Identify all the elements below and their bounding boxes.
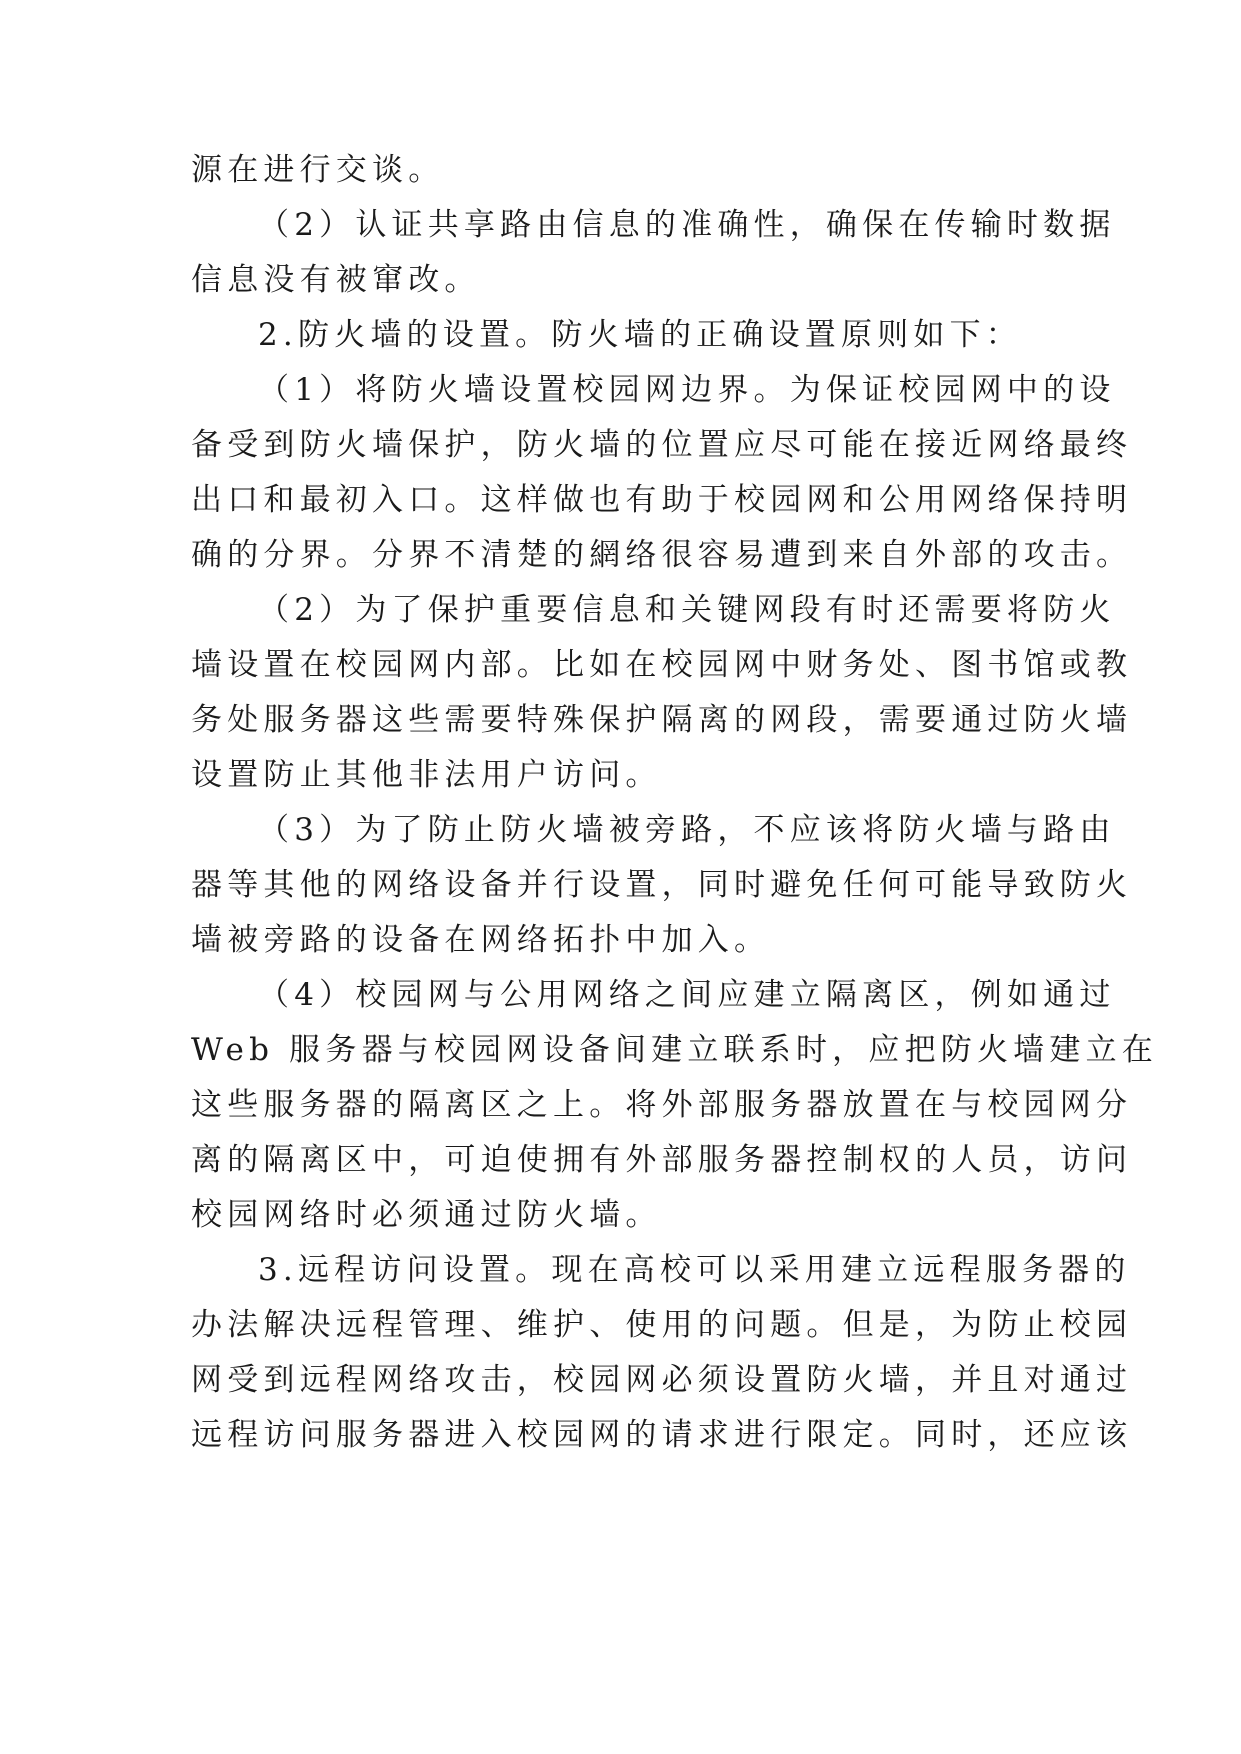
text-line: （1）将防火墙设置校园网边界。为保证校园网中的设 bbox=[258, 372, 1116, 408]
text-line: 信息没有被窜改。 bbox=[191, 262, 481, 298]
text-line: （2）为了保护重要信息和关键网段有时还需要将防火 bbox=[258, 592, 1116, 628]
text-line: 离的隔离区中，可迫使拥有外部服务器控制权的人员，访问 bbox=[191, 1142, 1133, 1178]
text-line: 务处服务器这些需要特殊保护隔离的网段，需要通过防火墙 bbox=[191, 702, 1133, 738]
text-line: （3）为了防止防火墙被旁路，不应该将防火墙与路由 bbox=[258, 812, 1116, 848]
text-line: Web 服务器与校园网设备间建立联系时，应把防火墙建立在 bbox=[191, 1032, 1158, 1068]
text-line: 办法解决远程管理、维护、使用的问题。但是，为防止校园 bbox=[191, 1307, 1133, 1343]
text-line: （2）认证共享路由信息的准确性，确保在传输时数据 bbox=[258, 207, 1116, 243]
text-line: 器等其他的网络设备并行设置，同时避免任何可能导致防火 bbox=[191, 867, 1133, 903]
text-line: 出口和最初入口。这样做也有助于校园网和公用网络保持明 bbox=[191, 482, 1133, 518]
text-line: 确的分界。分界不清楚的網络很容易遭到来自外部的攻击。 bbox=[191, 537, 1133, 573]
text-line: 校园网络时必须通过防火墙。 bbox=[191, 1197, 662, 1233]
text-line: 网受到远程网络攻击，校园网必须设置防火墙，并且对通过 bbox=[191, 1362, 1133, 1398]
text-line: 设置防止其他非法用户访问。 bbox=[191, 757, 662, 793]
section-heading-line: 2.防火墙的设置。防火墙的正确设置原则如下： bbox=[258, 317, 1022, 353]
text-line: 备受到防火墙保护，防火墙的位置应尽可能在接近网络最终 bbox=[191, 427, 1133, 463]
text-line: 这些服务器的隔离区之上。将外部服务器放置在与校园网分 bbox=[191, 1087, 1133, 1123]
text-line: 远程访问服务器进入校园网的请求进行限定。同时，还应该 bbox=[191, 1417, 1133, 1453]
text-line: 源在进行交谈。 bbox=[191, 152, 445, 188]
text-line: （4）校园网与公用网络之间应建立隔离区，例如通过 bbox=[258, 977, 1116, 1013]
text-line: 墙被旁路的设备在网络拓扑中加入。 bbox=[191, 922, 771, 958]
text-line: 墙设置在校园网内部。比如在校园网中财务处、图书馆或教 bbox=[191, 647, 1133, 683]
section-heading-line: 3.远程访问设置。现在高校可以采用建立远程服务器的 bbox=[258, 1252, 1131, 1288]
